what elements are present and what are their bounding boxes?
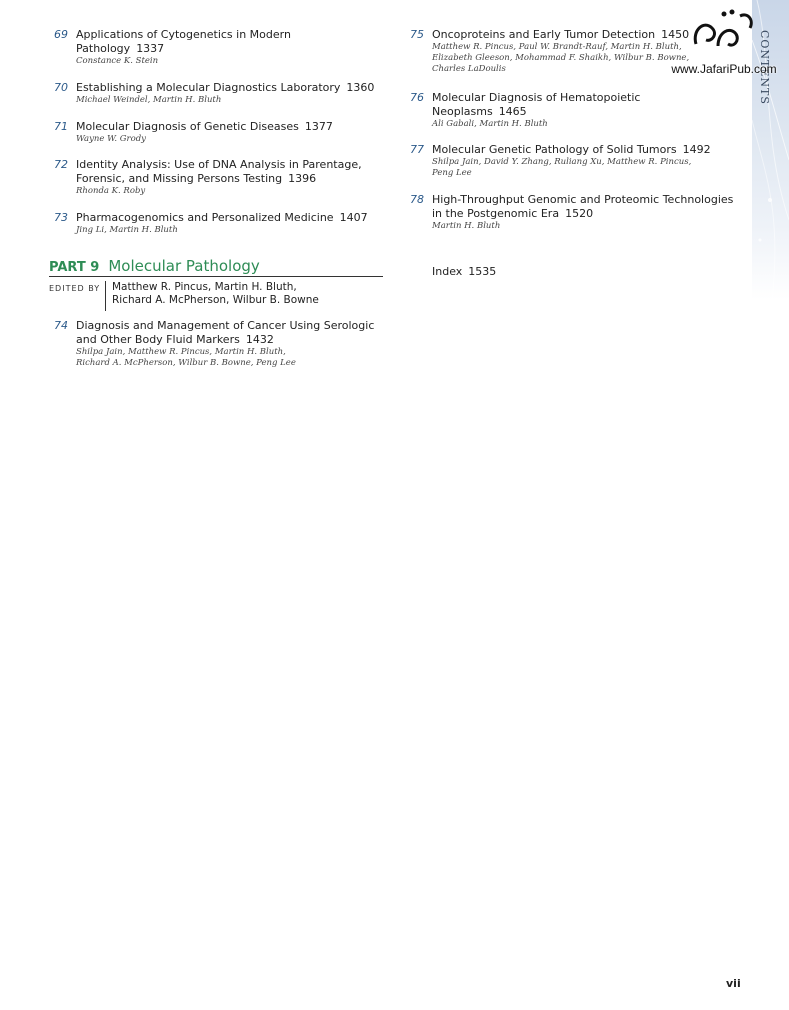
chapter-authors: Elizabeth Gleeson, Mohammad F. Shaikh, Wilbur B. Bowne, [432,53,690,63]
chapter-title: Molecular Genetic Pathology of Solid Tumors [432,143,677,156]
chapter-title: Oncoproteins and Early Tumor Detection [432,28,656,41]
chapter-title: High-Throughput Genomic and Proteomic Technologies [432,193,734,206]
chapter-number: 75 [410,28,424,41]
toc-entry-71[interactable] [54,120,406,145]
editors-line: Richard A. McPherson, Wilbur B. Bowne [112,294,319,306]
chapter-authors: Peng Lee [432,168,472,178]
part-heading [49,256,383,277]
chapter-authors: Martin H. Bluth [432,221,501,231]
chapter-page: 1360 [346,81,375,94]
chapter-number: 74 [54,319,68,332]
part-editors [49,281,383,311]
chapter-number: 78 [410,193,424,206]
chapter-title-line2: Neoplasms [432,105,493,118]
chapter-authors: Richard A. McPherson, Wilbur B. Bowne, Peng Lee [76,358,296,368]
chapter-title: Molecular Diagnosis of Genetic Diseases [76,120,299,133]
chapter-title: Diagnosis and Management of Cancer Using Serologic [76,319,375,332]
chapter-page: 1337 [136,42,165,55]
chapter-page: 1377 [304,120,333,133]
chapter-page: 1432 [245,333,274,346]
toc-entry-77[interactable] [410,143,742,179]
chapter-authors: Charles LaDoulis [432,64,506,74]
edited-by-label: EDITED BY [49,284,101,293]
chapter-number: 77 [410,143,424,156]
page-number: vii [726,977,741,990]
chapter-page: 1396 [288,172,317,185]
editors-line: Matthew R. Pincus, Martin H. Bluth, [112,281,297,293]
toc-entry-69[interactable] [54,28,406,67]
chapter-title-line2: Pathology [76,42,131,55]
toc-index-entry[interactable] [432,265,496,278]
chapter-title-line2: in the Postgenomic Era [432,207,560,220]
chapter-authors: Jing Li, Martin H. Bluth [76,225,178,235]
chapter-authors: Constance K. Stein [76,56,159,66]
toc-entry-78[interactable] [410,193,748,232]
side-label: CONTENTS [758,30,771,105]
editors-divider [105,281,106,311]
chapter-page: 1407 [339,211,368,224]
chapter-title: Pharmacogenomics and Personalized Medicine [76,211,334,224]
chapter-authors: Michael Weindel, Martin H. Bluth [76,95,222,105]
chapter-title: Establishing a Molecular Diagnostics Laboratory [76,81,341,94]
chapter-number: 76 [410,91,424,104]
chapter-authors: Rhonda K. Roby [76,186,146,196]
chapter-authors: Matthew R. Pincus, Paul W. Brandt-Rauf, Martin H. Bluth, [432,42,682,52]
chapter-authors: Shilpa Jain, David Y. Zhang, Ruliang Xu, Matthew R. Pincus, [432,157,692,167]
chapter-title-line2: Forensic, and Missing Persons Testing [76,172,283,185]
chapter-number: 73 [54,211,68,224]
watermark-text: www.JafariPub.com [671,62,777,76]
toc-entry-70[interactable] [54,81,406,106]
toc-entry-72[interactable] [54,158,406,197]
chapter-page: 1520 [565,207,594,220]
toc-entry-75[interactable] [410,28,732,75]
part-label: PART 9 [49,260,100,275]
chapter-title: Applications of Cytogenetics in Modern [76,28,291,41]
chapter-page: 1450 [661,28,690,41]
chapter-title: Molecular Diagnosis of Hematopoietic [432,91,641,104]
chapter-number: 71 [54,120,68,133]
toc-entry-73[interactable] [54,211,406,236]
chapter-authors: Ali Gabali, Martin H. Bluth [432,119,548,129]
toc-entry-76[interactable] [410,91,732,130]
chapter-number: 69 [54,28,68,41]
index-page: 1535 [468,265,497,278]
chapter-number: 72 [54,158,68,171]
chapter-number: 70 [54,81,68,94]
part-title: Molecular Pathology [108,257,260,275]
chapter-title: Identity Analysis: Use of DNA Analysis in Parentage, [76,158,362,171]
chapter-page: 1465 [498,105,527,118]
chapter-page: 1492 [682,143,711,156]
toc-entry-74[interactable] [54,319,406,369]
chapter-authors: Wayne W. Grody [76,134,146,144]
chapter-title-line2: and Other Body Fluid Markers [76,333,240,346]
index-label: Index [432,265,463,278]
chapter-authors: Shilpa Jain, Matthew R. Pincus, Martin H. Bluth, [76,347,286,357]
